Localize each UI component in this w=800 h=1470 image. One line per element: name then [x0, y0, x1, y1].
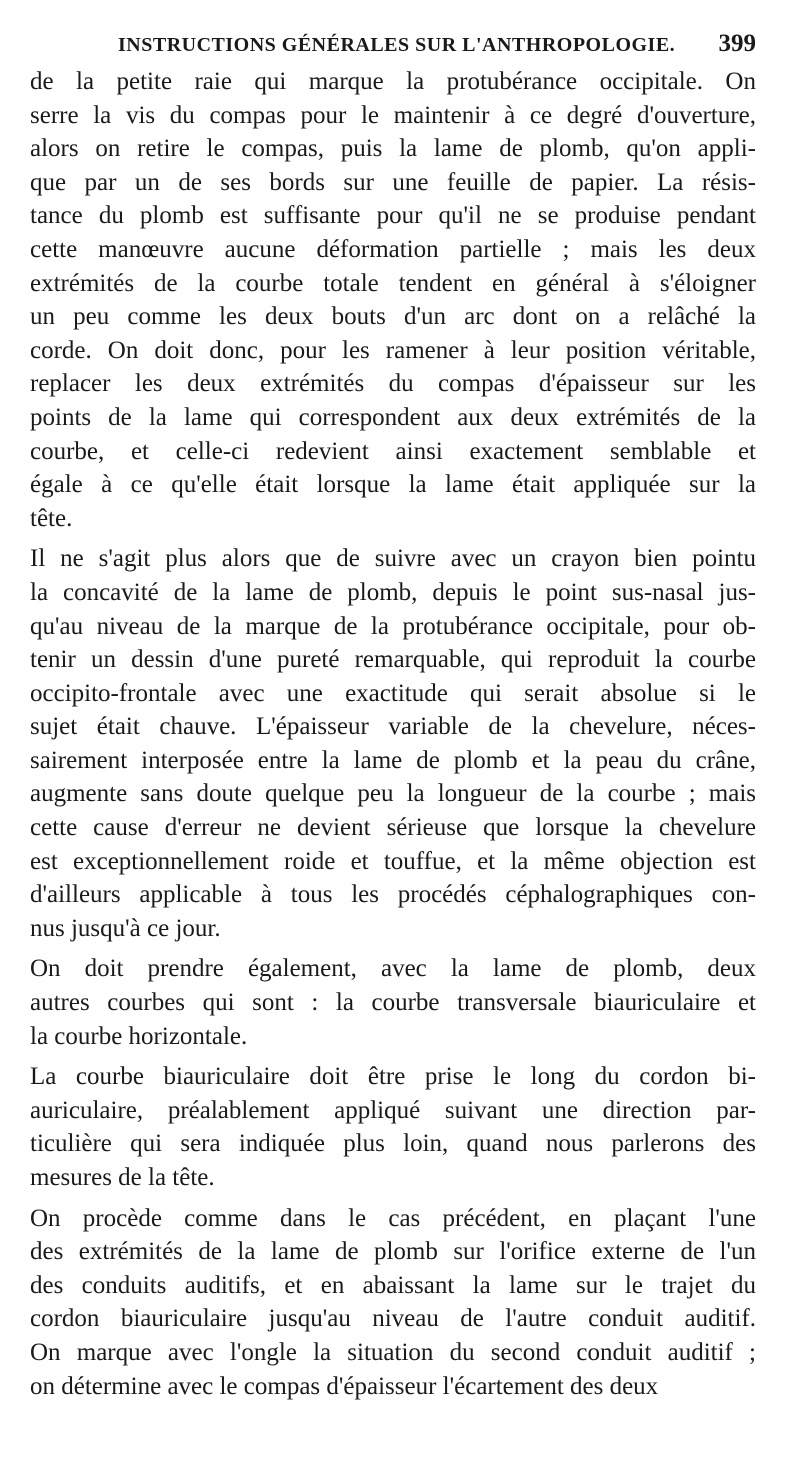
text-line: augmente sans doute quelque peu la longueur de la courbe ; mais: [30, 780, 756, 808]
text-line: courbe, et celle-ci redevient ainsi exactement semblable et: [30, 437, 756, 465]
text-line: auriculaire, préalablement appliqué suivant une direction par-: [30, 1096, 756, 1124]
text-line: on détermine avec le compas d'épaisseur l'écartement des deux: [30, 1372, 659, 1400]
paragraph: [30, 1060, 756, 1194]
running-title: INSTRUCTIONS GÉNÉRALES SUR L'ANTHROPOLOGIE.: [118, 34, 676, 56]
text-line: que par un de ses bords sur une feuille de papier. La résis-: [30, 168, 756, 196]
text-line: extrémités de la courbe totale tendent en général à s'éloigner: [30, 269, 756, 297]
text-line: sujet était chauve. L'épaisseur variable de la chevelure, néces-: [30, 713, 756, 741]
text-line: la courbe horizontale.: [30, 1022, 248, 1050]
text-line: mesures de la tête.: [30, 1164, 215, 1191]
paragraph: [30, 65, 756, 535]
text-line: tance du plomb est suffisante pour qu'il ne se produise pendant: [30, 202, 756, 230]
text-line: cette cause d'erreur ne devient sérieuse que lorsque la chevelure: [30, 814, 756, 842]
text-line: tête.: [30, 504, 73, 532]
text-line: serre la vis du compas pour le maintenir à ce degré d'ouverture,: [30, 101, 756, 129]
text-line: qu'au niveau de la marque de la protubérance occipitale, pour ob-: [30, 612, 756, 640]
text-line: occipito-frontale avec une exactitude qui serait absolue si le: [30, 679, 756, 707]
text-line: la concavité de la lame de plomb, depuis le point sus-nasal jus-: [30, 578, 756, 606]
text-line: corde. On doit donc, pour les ramener à leur position véritable,: [30, 336, 756, 364]
text-line: On doit prendre également, avec la lame de plomb, deux: [30, 955, 756, 983]
text-line: tenir un dessin d'une pureté remarquable, qui reproduit la courbe: [30, 646, 756, 674]
text-line: des extrémités de la lame de plomb sur l'orifice externe de l'un: [30, 1238, 756, 1266]
text-line: est exceptionnellement roide et touffue, et la même objection est: [30, 847, 756, 875]
text-line: un peu comme les deux bouts d'un arc dont on a relâché la: [30, 303, 756, 331]
paragraph: [30, 542, 756, 945]
text-line: sairement interposée entre la lame de plomb et la peau du crâne,: [30, 746, 756, 774]
page-number: 399: [718, 30, 756, 57]
paragraph: [30, 1202, 756, 1404]
body-text: [30, 65, 756, 1403]
text-line: de la petite raie qui marque la protubérance occipitale. On: [30, 68, 756, 95]
text-line: cordon biauriculaire jusqu'au niveau de l'autre conduit auditif.: [30, 1305, 756, 1333]
text-line: On procède comme dans le cas précédent, en plaçant l'une: [30, 1204, 756, 1232]
page-header: [0, 30, 800, 66]
text-line: alors on retire le compas, puis la lame de plomb, qu'on appli-: [30, 135, 756, 163]
text-line: replacer les deux extrémités du compas d'épaisseur sur les: [30, 370, 756, 398]
text-line: La courbe biauriculaire doit être prise le long du cordon bi-: [30, 1063, 756, 1091]
text-line: ticulière qui sera indiquée plus loin, quand nous parlerons des: [30, 1130, 756, 1158]
text-line: d'ailleurs applicable à tous les procédés céphalographiques con-: [30, 881, 756, 909]
text-line: nus jusqu'à ce jour.: [30, 914, 221, 942]
paragraph: [30, 952, 756, 1053]
text-line: On marque avec l'ongle la situation du second conduit auditif ;: [30, 1338, 756, 1366]
text-line: des conduits auditifs, et en abaissant la lame sur le trajet du: [30, 1271, 756, 1299]
text-line: Il ne s'agit plus alors que de suivre avec un crayon bien pointu: [30, 545, 756, 573]
text-line: cette manœuvre aucune déformation partielle ; mais les deux: [30, 235, 756, 263]
text-line: autres courbes qui sont : la courbe transversale biauriculaire et: [30, 989, 756, 1017]
text-line: égale à ce qu'elle était lorsque la lame était appliquée sur la: [30, 471, 756, 499]
text-line: points de la lame qui correspondent aux deux extrémités de la: [30, 403, 756, 431]
